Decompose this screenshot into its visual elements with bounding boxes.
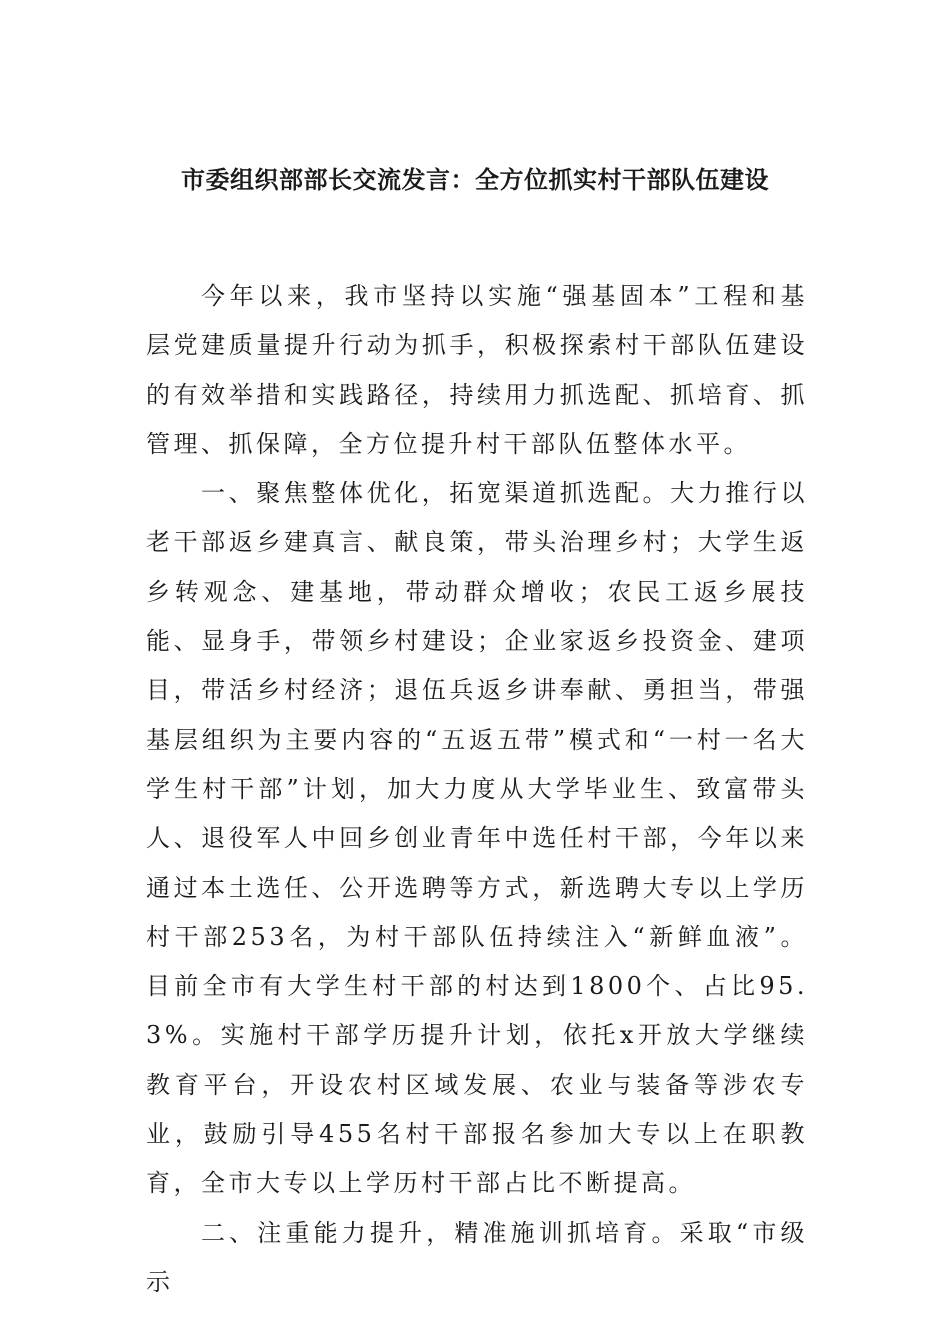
paragraph-section-one: 一、聚焦整体优化，拓宽渠道抓选配。大力推行以老干部返乡建真言、献良策，带头治理乡村；大学生返乡转观念、建基地，带动群众增收；农民工返乡展技能、显身手，带领乡村建设；企业家返乡投资金、建项目，带活乡村经济；退伍兵返乡讲奉献、勇担当，带强基层组织为主要内容的“五返五带”模式和“一村一名大学生村干部”计划，加大力度从大学毕业生、致富带头人、退役军人中回乡创业青年中选任村干部，今年以来通过本土选任、公开选聘等方式，新选聘大专以上学历村干部253名，为村干部队伍持续注入“新鲜血液”。目前全市有大学生村干部的村达到1800个、占比95.3%。实施村干部学历提升计划，依托x开放大学继续教育平台，开设农村区域发展、农业与装备等涉农专业，鼓励引导455名村干部报名参加大专以上在职教育，全市大专以上学历村干部占比不断提高。 — [146, 479, 808, 1198]
paragraph-section-two: 二、注重能力提升，精准施训抓培育。采取“市级示 — [146, 1218, 808, 1296]
document-body — [146, 272, 808, 1307]
paragraph-intro: 今年以来，我市坚持以实施“强基固本”工程和基层党建质量提升行动为抓手，积极探索村干部队伍建设的有效举措和实践路径，持续用力抓选配、抓培育、抓管理、抓保障，全方位提升村干部队伍整体水平。 — [146, 282, 808, 458]
document-title: 市委组织部部长交流发言：全方位抓实村干部队伍建设 — [181, 165, 769, 194]
